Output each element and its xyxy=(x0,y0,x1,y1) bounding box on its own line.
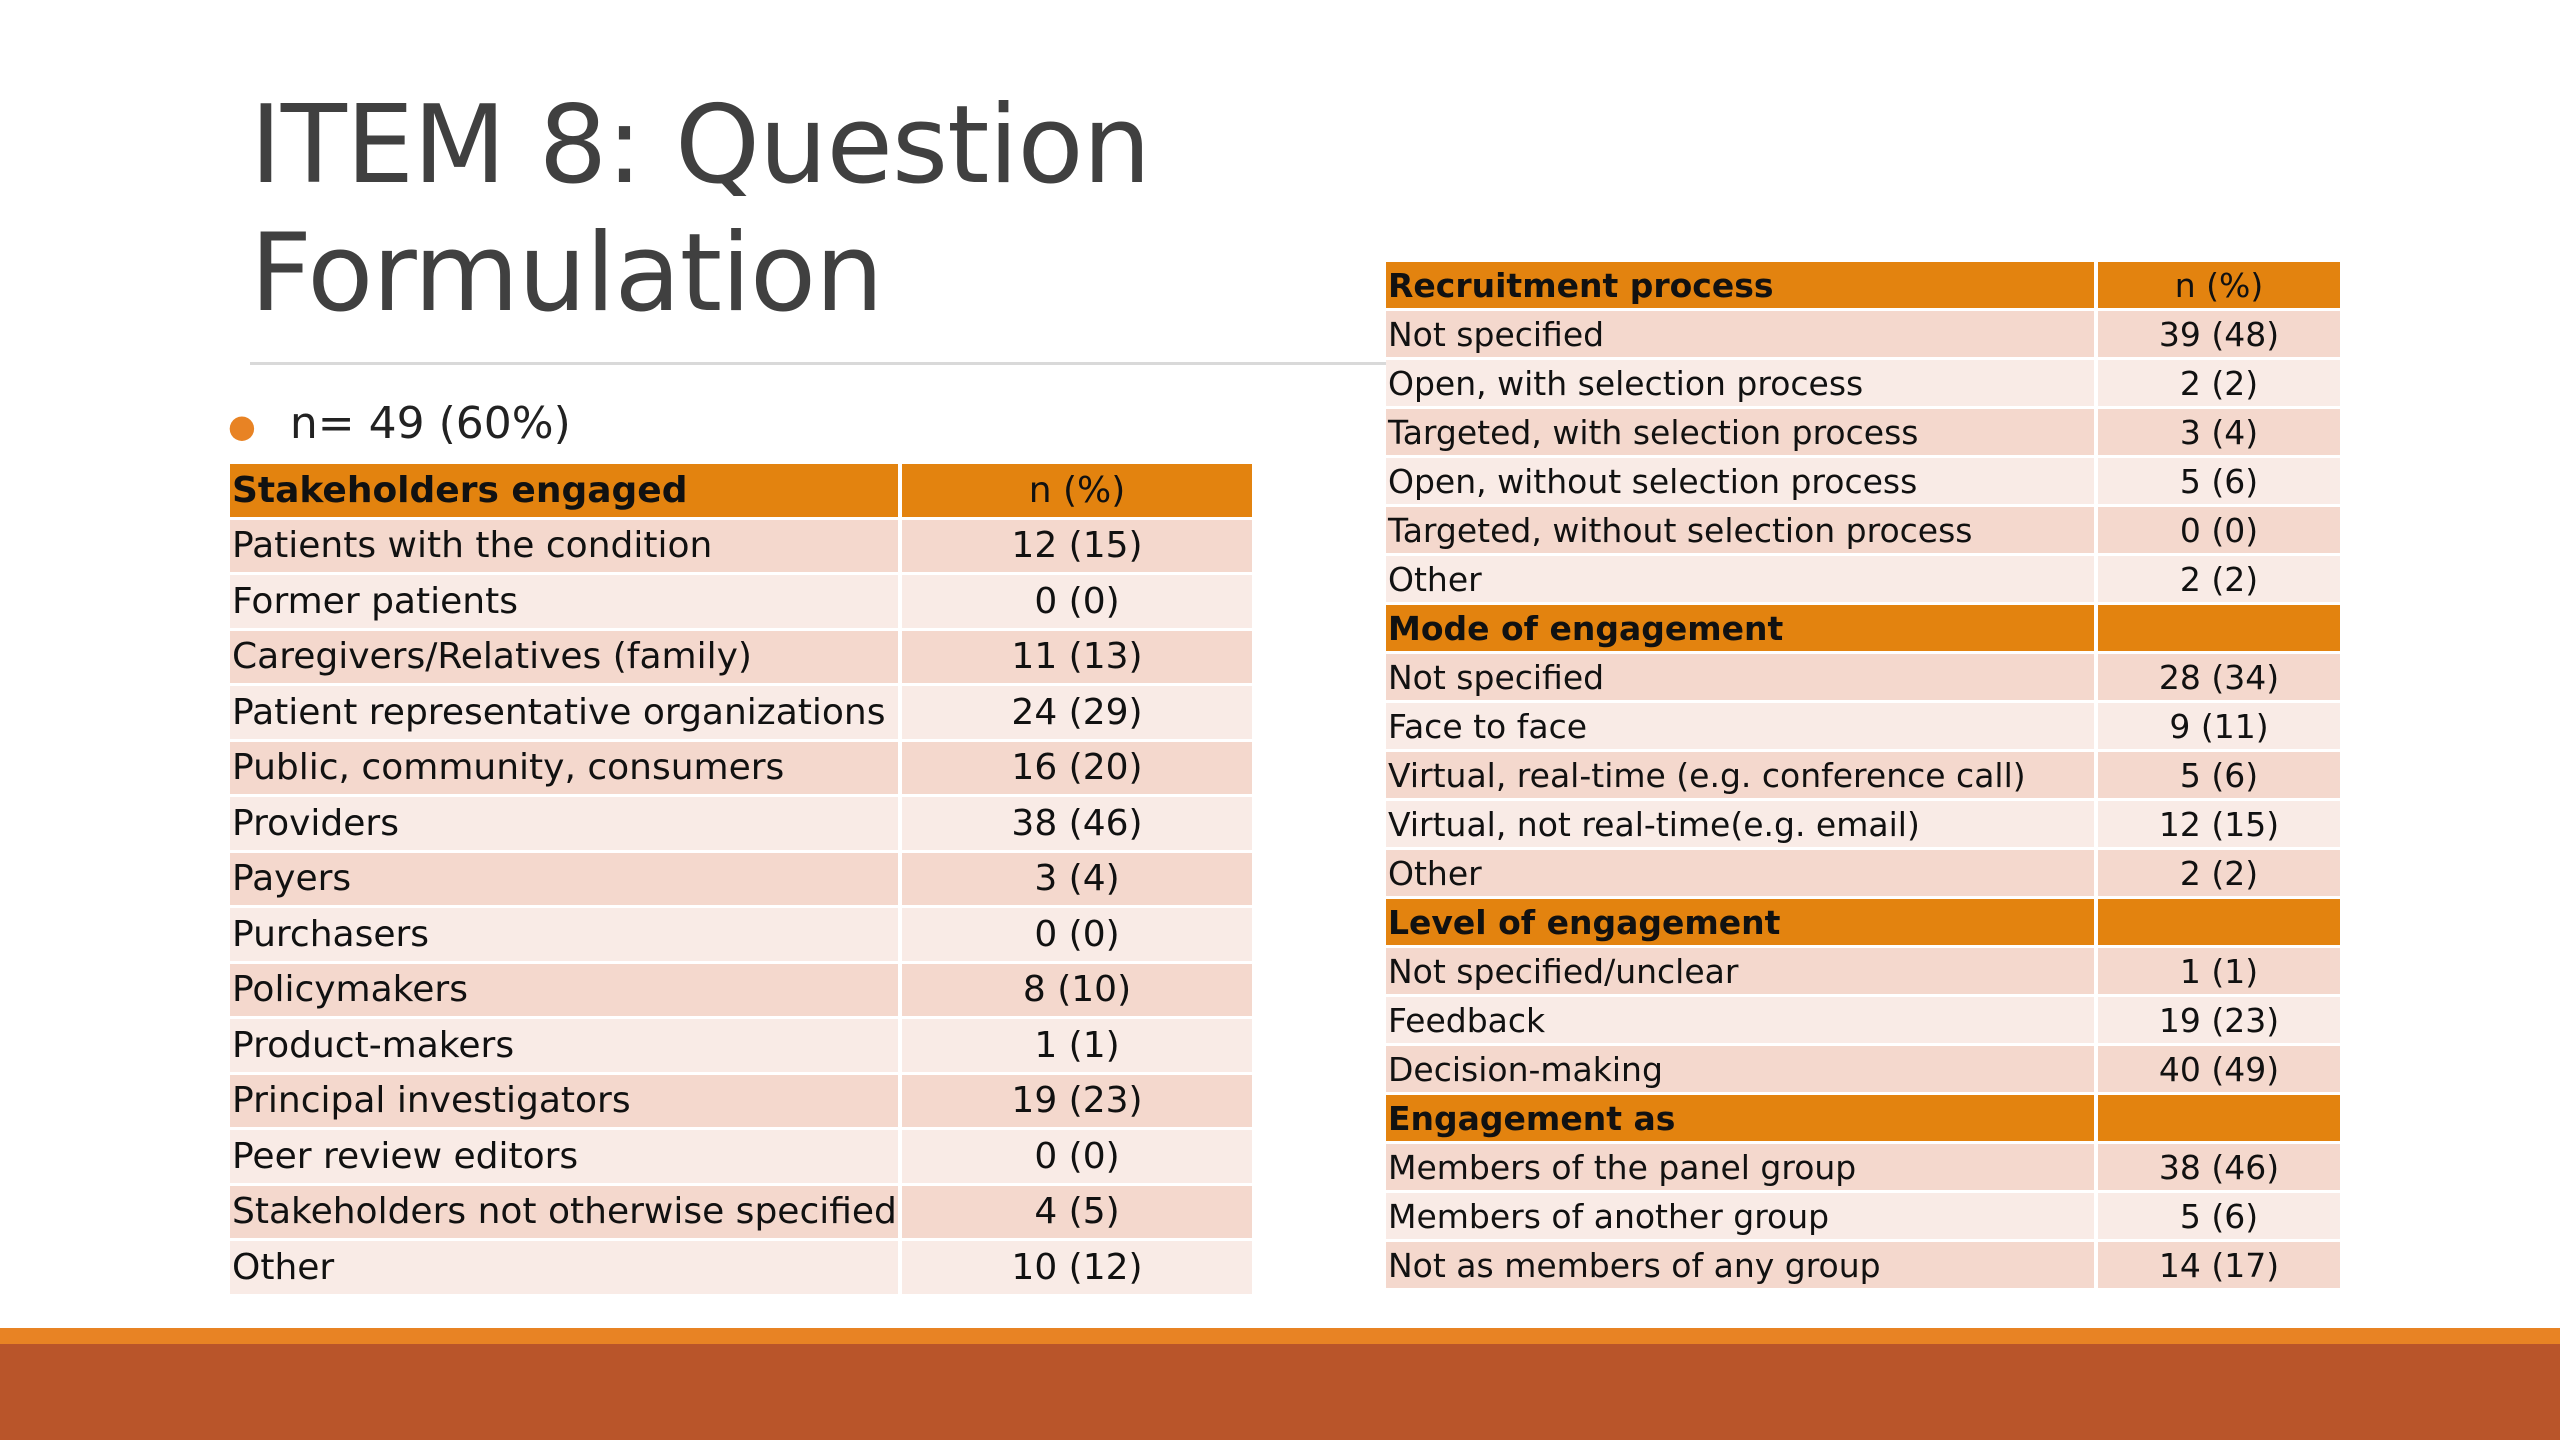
sample-size-bullet xyxy=(228,392,571,458)
row-label: Members of another group xyxy=(1386,1192,2096,1241)
table-row xyxy=(230,1018,1252,1074)
row-label: Policymakers xyxy=(230,962,900,1018)
row-value: 3 (4) xyxy=(2096,408,2340,457)
row-value: 0 (0) xyxy=(900,907,1252,963)
table-row xyxy=(1386,1192,2340,1241)
row-value: 19 (23) xyxy=(2096,996,2340,1045)
row-value: 1 (1) xyxy=(900,1018,1252,1074)
row-label: Providers xyxy=(230,796,900,852)
row-value: 5 (6) xyxy=(2096,1192,2340,1241)
row-label: Public, community, consumers xyxy=(230,740,900,796)
row-label: Virtual, real-time (e.g. conference call) xyxy=(1386,751,2096,800)
footer-accent-stripe xyxy=(0,1328,2560,1344)
row-value: 0 (0) xyxy=(2096,506,2340,555)
header-label: Stakeholders engaged xyxy=(230,464,900,518)
row-value: 0 (0) xyxy=(900,1129,1252,1185)
row-value: 2 (2) xyxy=(2096,359,2340,408)
row-label: Patients with the condition xyxy=(230,518,900,574)
table-row xyxy=(230,851,1252,907)
row-value: 40 (49) xyxy=(2096,1045,2340,1094)
table-row xyxy=(1386,408,2340,457)
slide-title-line-2: Formulation xyxy=(250,211,883,336)
table-row xyxy=(1386,359,2340,408)
row-label: Caregivers/Relatives (family) xyxy=(230,629,900,685)
row-value: 5 (6) xyxy=(2096,751,2340,800)
row-label: Face to face xyxy=(1386,702,2096,751)
row-label: Patient representative organizations xyxy=(230,685,900,741)
row-label: Members of the panel group xyxy=(1386,1143,2096,1192)
table-row xyxy=(1386,653,2340,702)
row-value: 19 (23) xyxy=(900,1073,1252,1129)
row-label: Open, without selection process xyxy=(1386,457,2096,506)
row-label: Purchasers xyxy=(230,907,900,963)
row-value: 3 (4) xyxy=(900,851,1252,907)
table-row xyxy=(1386,1241,2340,1290)
section-header-value xyxy=(2096,604,2340,653)
row-value: 4 (5) xyxy=(900,1184,1252,1240)
table-row xyxy=(230,574,1252,630)
row-value: 10 (12) xyxy=(900,1240,1252,1296)
slide-title xyxy=(250,82,1150,338)
section-header-row xyxy=(1386,604,2340,653)
row-value: 2 (2) xyxy=(2096,849,2340,898)
section-header-label: Recruitment process xyxy=(1386,262,2096,310)
row-value: 0 (0) xyxy=(900,574,1252,630)
row-label: Principal investigators xyxy=(230,1073,900,1129)
table-row xyxy=(1386,947,2340,996)
row-label: Payers xyxy=(230,851,900,907)
table-row xyxy=(1386,849,2340,898)
section-header-value xyxy=(2096,898,2340,947)
row-label: Not as members of any group xyxy=(1386,1241,2096,1290)
row-label: Former patients xyxy=(230,574,900,630)
row-value: 28 (34) xyxy=(2096,653,2340,702)
row-value: 2 (2) xyxy=(2096,555,2340,604)
table-row xyxy=(230,518,1252,574)
row-label: Other xyxy=(1386,555,2096,604)
row-label: Feedback xyxy=(1386,996,2096,1045)
section-header-label: Mode of engagement xyxy=(1386,604,2096,653)
row-value: 1 (1) xyxy=(2096,947,2340,996)
table-row xyxy=(230,1184,1252,1240)
table-row xyxy=(230,907,1252,963)
row-label: Targeted, with selection process xyxy=(1386,408,2096,457)
table-row xyxy=(1386,702,2340,751)
table-row xyxy=(230,962,1252,1018)
stakeholders-table-body xyxy=(230,464,1252,1295)
row-label: Peer review editors xyxy=(230,1129,900,1185)
row-value: 38 (46) xyxy=(2096,1143,2340,1192)
section-header-label: Engagement as xyxy=(1386,1094,2096,1143)
section-header-label: Level of engagement xyxy=(1386,898,2096,947)
sample-size-text: n= 49 (60%) xyxy=(289,398,571,449)
table-row xyxy=(1386,457,2340,506)
table-row xyxy=(1386,310,2340,359)
row-value: 5 (6) xyxy=(2096,457,2340,506)
table-row xyxy=(230,1129,1252,1185)
title-divider xyxy=(250,362,1390,365)
table-row xyxy=(230,1240,1252,1296)
row-label: Other xyxy=(230,1240,900,1296)
section-header-row xyxy=(1386,1094,2340,1143)
table-row xyxy=(230,740,1252,796)
table-row xyxy=(230,629,1252,685)
row-label: Other xyxy=(1386,849,2096,898)
row-label: Decision-making xyxy=(1386,1045,2096,1094)
row-value: 24 (29) xyxy=(900,685,1252,741)
row-label: Not specified/unclear xyxy=(1386,947,2096,996)
section-header-value: n (%) xyxy=(2096,262,2340,310)
row-label: Stakeholders not otherwise specified xyxy=(230,1184,900,1240)
section-header-row xyxy=(1386,898,2340,947)
row-value: 9 (11) xyxy=(2096,702,2340,751)
table-row xyxy=(1386,1045,2340,1094)
row-label: Virtual, not real-time(e.g. email) xyxy=(1386,800,2096,849)
row-label: Not specified xyxy=(1386,653,2096,702)
row-value: 12 (15) xyxy=(900,518,1252,574)
row-value: 11 (13) xyxy=(900,629,1252,685)
footer-band xyxy=(0,1344,2560,1440)
stakeholders-table xyxy=(230,464,1252,1297)
bullet-dot-icon: ● xyxy=(228,407,256,445)
row-value: 14 (17) xyxy=(2096,1241,2340,1290)
engagement-process-table xyxy=(1386,262,2340,1291)
row-label: Open, with selection process xyxy=(1386,359,2096,408)
table-row xyxy=(230,1073,1252,1129)
header-value: n (%) xyxy=(900,464,1252,518)
row-label: Not specified xyxy=(1386,310,2096,359)
table-row xyxy=(1386,555,2340,604)
row-value: 39 (48) xyxy=(2096,310,2340,359)
table-row xyxy=(1386,800,2340,849)
row-value: 38 (46) xyxy=(900,796,1252,852)
section-header-row xyxy=(1386,262,2340,310)
table-row xyxy=(230,796,1252,852)
engagement-process-table-body xyxy=(1386,262,2340,1290)
table-row xyxy=(1386,996,2340,1045)
row-label: Targeted, without selection process xyxy=(1386,506,2096,555)
table-row xyxy=(1386,1143,2340,1192)
row-value: 8 (10) xyxy=(900,962,1252,1018)
table-row xyxy=(230,685,1252,741)
table-header-row xyxy=(230,464,1252,518)
row-label: Product-makers xyxy=(230,1018,900,1074)
slide-title-line-1: ITEM 8: Question xyxy=(250,83,1151,208)
table-row xyxy=(1386,506,2340,555)
section-header-value xyxy=(2096,1094,2340,1143)
table-row xyxy=(1386,751,2340,800)
row-value: 12 (15) xyxy=(2096,800,2340,849)
row-value: 16 (20) xyxy=(900,740,1252,796)
